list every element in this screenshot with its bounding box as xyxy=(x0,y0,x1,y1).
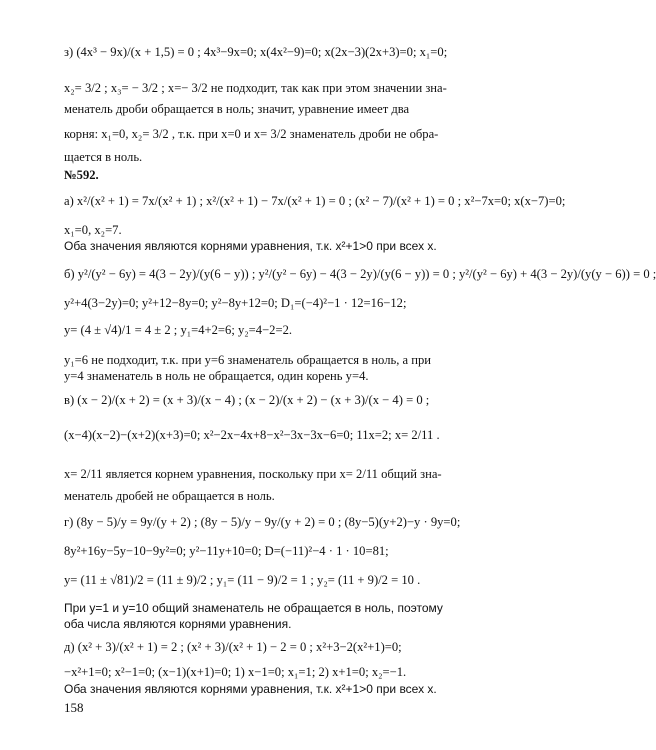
line-a-roots: x₁=0, x₂=7. xyxy=(64,223,122,237)
line-z-roots: x₂= 3/2 ; x₃= − 3/2 ; x=− 3/2 не подходит, так как при этом значении зна- xyxy=(64,81,447,95)
line-g-roots: y= (11 ± √81)/2 = (11 ± 9)/2 ; y₁= (11 − 9)/2 = 1 ; y₂= (11 + 9)/2 = 10 . xyxy=(64,573,421,587)
line-g-quadratic: 8y²+16y−5y−10−9y²=0; y²−11y+10=0; D=(−11)²−4 · 1 · 10=81; xyxy=(64,544,389,558)
line-a-equation: а) x²/(x² + 1) = 7x/(x² + 1) ; x²/(x² + 1) − 7x/(x² + 1) = 0 ; (x² − 7)/(x² + 1) = 0 ; x²−7x=0; x(x−7)=0; xyxy=(64,194,566,208)
line-v-text-2: менатель дробей не обращается в ноль. xyxy=(64,489,275,503)
line-b-text-1: y₁=6 не подходит, т.к. при y=6 знаменатель обращается в ноль, а при xyxy=(64,353,432,367)
line-g-text-1: При y=1 и y=10 общий знаменатель не обращается в ноль, поэтому xyxy=(64,601,443,615)
problem-number: №592. xyxy=(64,168,99,182)
line-g-equation: г) (8y − 5)/y = 9y/(y + 2) ; (8y − 5)/y − 9y/(y + 2) = 0 ; (8y−5)(y+2)−y · 9y=0; xyxy=(64,515,461,529)
line-z-text-1: менатель дроби обращается в ноль; значит, уравнение имеет два xyxy=(64,102,410,116)
line-d-solution: −x²+1=0; x²−1=0; (x−1)(x+1)=0; 1) x−1=0; x₁=1; 2) x+1=0; x₂=−1. xyxy=(64,665,407,679)
line-a-conclusion: Оба значения являются корнями уравнения, т.к. x²+1>0 при всех x. xyxy=(64,239,437,253)
line-b-quadratic: y²+4(3−2y)=0; y²+12−8y=0; y²−8y+12=0; D₁=(−4)²−1 · 12=16−12; xyxy=(64,296,407,310)
line-g-text-2: оба числа являются корнями уравнения. xyxy=(64,617,292,631)
line-v-text-1: x= 2/11 является корнем уравнения, поскольку при x= 2/11 общий зна- xyxy=(64,467,442,481)
line-d-equation: д) (x² + 3)/(x² + 1) = 2 ; (x² + 3)/(x² + 1) − 2 = 0 ; x²+3−2(x²+1)=0; xyxy=(64,640,402,654)
line-d-conclusion: Оба значения являются корнями уравнения, т.к. x²+1>0 при всех x. xyxy=(64,682,437,696)
line-z-text-2: корня: x₁=0, x₂= 3/2 , т.к. при x=0 и x= 3/2 знаменатель дроби не обра- xyxy=(64,127,439,141)
line-z-equation: з) (4x³ − 9x)/(x + 1,5) = 0 ; 4x³−9x=0; x(4x²−9)=0; x(2x−3)(2x+3)=0; x₁=0; xyxy=(64,45,448,59)
line-b-roots: y= (4 ± √4)/1 = 4 ± 2 ; y₁=4+2=6; y₂=4−2=2. xyxy=(64,323,293,337)
line-b-equation: б) y²/(y² − 6y) = 4(3 − 2y)/(y(6 − y)) ; y²/(y² − 6y) − 4(3 − 2y)/(y(6 − y)) = 0 ; y²/(y² − 6y) + 4(3 − 2y)/(y(y − 6)) = 0 ; xyxy=(64,267,656,281)
page-number: 158 xyxy=(64,700,84,715)
line-v-solution: (x−4)(x−2)−(x+2)(x+3)=0; x²−2x−4x+8−x²−3x−3x−6=0; 11x=2; x= 2/11 . xyxy=(64,428,440,442)
line-z-text-3: щается в ноль. xyxy=(64,150,143,164)
line-v-equation: в) (x − 2)/(x + 2) = (x + 3)/(x − 4) ; (x − 2)/(x + 2) − (x + 3)/(x − 4) = 0 ; xyxy=(64,393,430,407)
line-b-text-2: y=4 знаменатель в ноль не обращается, один корень y=4. xyxy=(64,369,369,383)
